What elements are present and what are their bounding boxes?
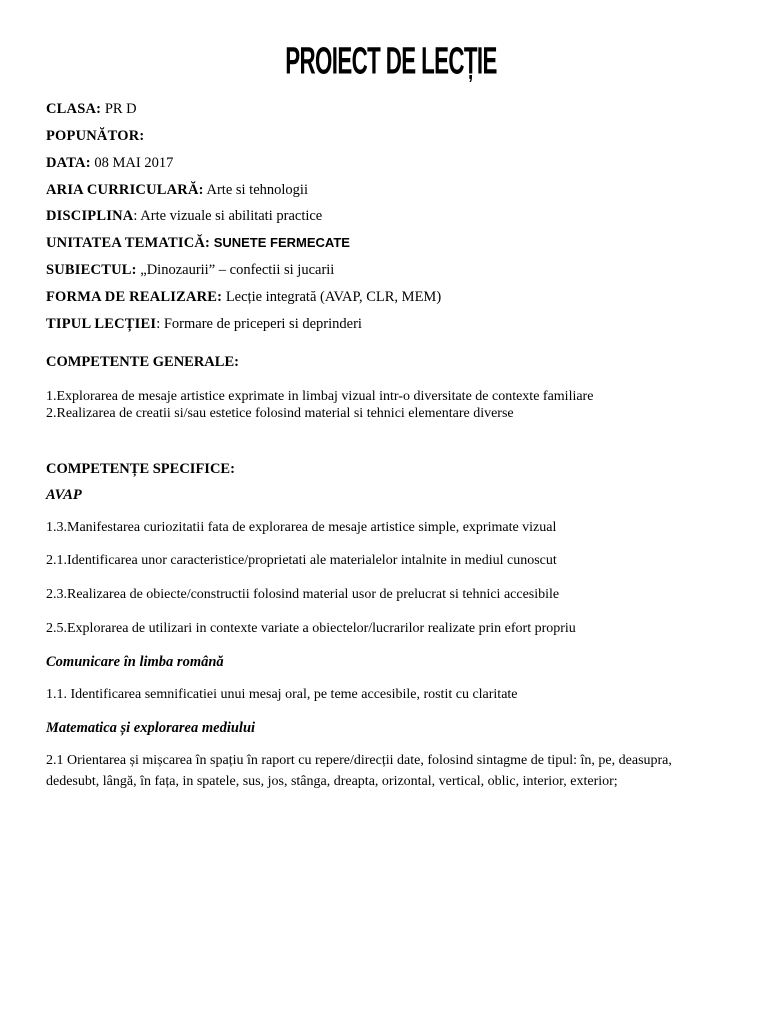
- field-value: Arte si tehnologii: [203, 182, 308, 198]
- competente-generale-heading: COMPETENTE GENERALE:: [46, 354, 239, 370]
- field-value: Lecție integrată (AVAP, CLR, MEM): [222, 289, 442, 305]
- lesson-plan-page: [46, 0, 736, 1024]
- field-clasa: [46, 100, 137, 118]
- field-label: CLASA:: [46, 101, 102, 117]
- competenta-generala-item: 2.Realizarea de creatii si/sau estetice folosind material si tehnici elementare diverse: [46, 406, 514, 421]
- field-label: DISCIPLINA: [46, 208, 134, 224]
- field-data: [46, 154, 173, 172]
- clr-heading: Comunicare în limba română: [46, 654, 224, 670]
- field-subiectul: [46, 261, 334, 279]
- avap-heading: AVAP: [46, 487, 82, 503]
- field-value: : Formare de priceperi si deprinderi: [156, 316, 362, 332]
- avap-item: 2.5.Explorarea de utilizari in contexte variate a obiectelor/lucrarilor realizate prin efort propriu: [46, 621, 576, 636]
- field-unitatea-tematica: [46, 234, 350, 252]
- avap-item: 2.3.Realizarea de obiecte/constructii folosind material usor de prelucrat si tehnici accesibile: [46, 587, 560, 602]
- field-label: POPUNĂTOR:: [46, 128, 145, 144]
- competente-specifice-heading: COMPETENȚE SPECIFICE:: [46, 461, 235, 477]
- competenta-generala-item: 1.Explorarea de mesaje artistice exprimate in limbaj vizual intr-o diversitate de contexte familiare: [46, 389, 594, 404]
- field-label: DATA:: [46, 155, 91, 171]
- field-value: PR D: [101, 101, 137, 117]
- avap-item: 1.3.Manifestarea curiozitatii fata de explorarea de mesaje artistice simple, exprimate vizual: [46, 520, 557, 535]
- field-popunator: [46, 127, 144, 145]
- field-value: SUNETE FERMECATE: [210, 235, 350, 250]
- field-tipul-lectiei: [46, 315, 362, 333]
- avap-item: 2.1.Identificarea unor caracteristice/proprietati ale materialelor intalnite in mediul cunoscut: [46, 553, 557, 568]
- field-label: TIPUL LECȚIEI: [46, 316, 157, 332]
- mem-item: 2.1 Orientarea și mișcarea în spațiu în raport cu repere/direcții date, folosind sintagme de tipul: în, pe, deasupra, dedesubt, lângă, în fața, in spatele, sus, jos, stânga, dreapta, orizontal, vertical, oblic, interior, exterior;: [46, 753, 672, 789]
- field-label: UNITATEA TEMATICĂ:: [46, 235, 211, 251]
- field-aria-curriculara: [46, 181, 308, 199]
- document-title: PROIECT DE LECȚIE: [285, 38, 497, 82]
- field-value: „Dinozaurii” – confectii si jucarii: [136, 262, 335, 278]
- field-label: FORMA DE REALIZARE:: [46, 289, 223, 305]
- field-label: ARIA CURRICULARĂ:: [46, 182, 204, 198]
- field-value: 08 MAI 2017: [90, 155, 174, 171]
- field-label: SUBIECTUL:: [46, 262, 137, 278]
- clr-item: 1.1. Identificarea semnificatiei unui mesaj oral, pe teme accesibile, rostit cu claritate: [46, 687, 518, 702]
- field-value: : Arte vizuale si abilitati practice: [133, 208, 323, 224]
- field-forma-de-realizare: [46, 288, 441, 306]
- field-disciplina: [46, 207, 322, 225]
- mem-heading: Matematica și explorarea mediului: [46, 720, 256, 736]
